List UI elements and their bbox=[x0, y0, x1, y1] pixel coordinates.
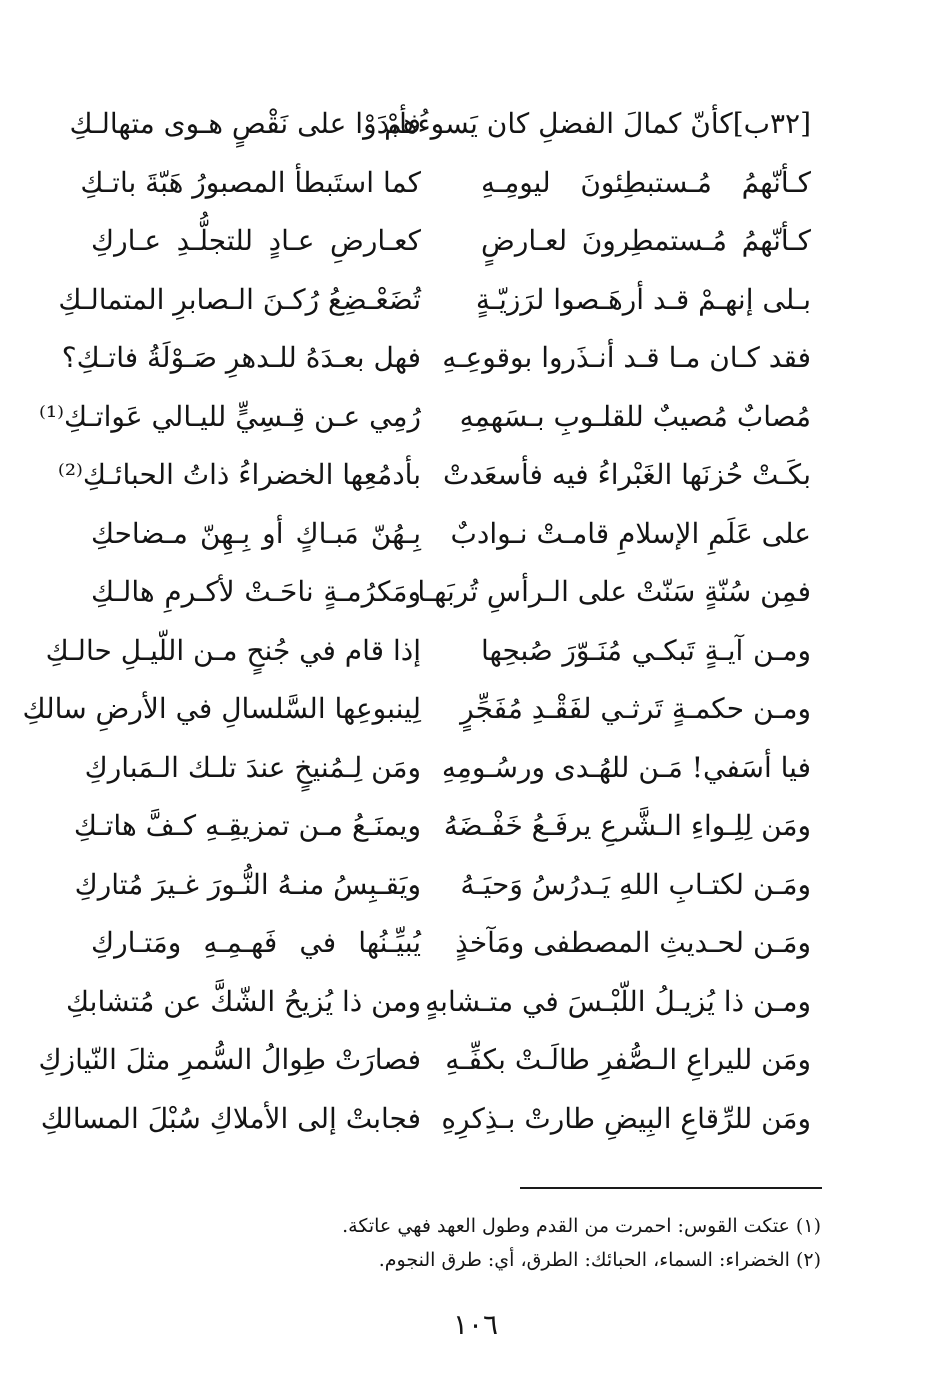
verse-first-hemistich: فقد كـان مـا قـد أنـذَروا بوقوعِـهِ bbox=[442, 341, 811, 374]
verse-first-hemistich: ومَـن لحـديثِ المصطفى ومَآخذٍ bbox=[455, 926, 811, 959]
verse-second-hemistich: كعـارضِ عـادٍ للتجلُّـدِ عـاركِ bbox=[91, 224, 421, 257]
verse-row bbox=[0, 212, 951, 271]
verse-second-hemistich: إذا قام في جُنحٍ مـن اللّيـلِ حالـكِ bbox=[45, 633, 421, 667]
verse-row bbox=[0, 973, 951, 1032]
verse-second-hemistich: فصارَتْ طِوالُ السُّمرِ مثلَ النّيازكِ bbox=[38, 1043, 421, 1076]
page-number: ١٠٦ bbox=[452, 1308, 499, 1341]
verse-second-hemistich: يُبيِّـنُها في فَهـمِـهِ ومَتـاركِ bbox=[91, 926, 421, 959]
verse-row bbox=[0, 680, 951, 739]
footnote-1: (١) عتكت القوس: احمرت من القدم وطول العهد فهي عاتكة. bbox=[342, 1215, 821, 1237]
verse-row bbox=[0, 856, 951, 915]
verse-second-hemistich: ومن ذا يُزيحُ الشّكَّ عن مُتشابكِ bbox=[66, 984, 421, 1018]
verse-first-hemistich: بكَـتْ حُزنَها الغَبْراءُ فيه فأسعَدتْ bbox=[443, 458, 811, 491]
verse-first-hemistich: ومـن آيـةٍ تَبكـي مُنَـوّرَ صُبحِها bbox=[481, 633, 811, 667]
verse-second-hemistich: ويَقـبِسُ منـهُ النُّـورَ غـيرَ مُتاركِ bbox=[74, 867, 421, 901]
verse-row bbox=[0, 563, 951, 622]
verse-second-hemistich: كما استَبطأ المصبورُ هَبّةَ باتـكِ bbox=[80, 165, 421, 199]
verse-second-hemistich: ويمنَـعُ مـن تمزيقِـهِ كـفَّ هاتـكِ bbox=[73, 809, 421, 842]
poem-verses bbox=[0, 95, 951, 1148]
verse-first-hemistich: كـأنّهمُ مُـستبطِئونَ ليومِـهِ bbox=[481, 165, 811, 199]
verse-first-hemistich: ومَن للرِّقاعِ البِيضِ طارتْ بـذِكرِهِ bbox=[441, 1101, 811, 1135]
verse-row bbox=[0, 797, 951, 856]
verse-first-hemistich: ومَن لِلِـواءِ الـشَّرعِ يرفَـعُ خَفْـضَهُ bbox=[443, 809, 811, 842]
verse-second-hemistich: رُمِي عـن قِـسِيٍّ لليـالي عَواتـكِ⁽¹⁾ bbox=[39, 399, 421, 433]
verse-first-hemistich: [٣٢ب]كأنّ كمالَ الفضلِ كان يَسوءُهمْ bbox=[384, 107, 811, 140]
verse-second-hemistich: ومَكرُمـةٍ ناحَـتْ لأكـرمِ هالـكِ bbox=[91, 575, 421, 608]
verse-first-hemistich: على عَلَمِ الإسلامِ قامـتْ نـوادبٌ bbox=[450, 516, 811, 550]
verse-row bbox=[0, 271, 951, 330]
verse-first-hemistich: ومـن ذا يُزيـلُ اللّبْـسَ في متـشابهٍ bbox=[425, 984, 811, 1018]
verse-row bbox=[0, 329, 951, 388]
verse-second-hemistich: بِـهُنّ مَبـاكٍ أو بِـهِنّ مـضاحكِ bbox=[91, 516, 421, 550]
footnote-separator bbox=[520, 1187, 822, 1189]
verse-first-hemistich: كـأنّهمُ مُـستمطِرونَ لعـارضٍ bbox=[481, 224, 811, 257]
verse-second-hemistich: ومَن لِـمُنيخٍ عندَ تلـك الـمَباركِ bbox=[84, 750, 421, 784]
verse-first-hemistich: فمِن سُنّةٍ سَنّتْ على الـرأسِ تُربَهـا bbox=[417, 575, 811, 608]
footnote-2: (٢) الخضراء: السماء، الحبائك: الطرق، أي: طرق النجوم. bbox=[378, 1249, 821, 1271]
verse-second-hemistich: فجابتْ إلى الأملاكِ سُبْلَ المسالكِ bbox=[40, 1101, 421, 1135]
verse-row bbox=[0, 505, 951, 564]
verse-row bbox=[0, 622, 951, 681]
verse-second-hemistich: بأدمُعِها الخضراءُ ذاتُ الحبائـكِ⁽²⁾ bbox=[57, 458, 421, 491]
verse-row bbox=[0, 388, 951, 447]
verse-row bbox=[0, 1031, 951, 1090]
verse-first-hemistich: فيا أسَفي! مَـن للهُـدى ورسُـومِهِ bbox=[441, 750, 811, 784]
verse-first-hemistich: ومَن لليراعِ الـصُّفرِ طالَـتْ بكفِّـهِ bbox=[445, 1043, 811, 1076]
verse-row bbox=[0, 154, 951, 213]
verse-first-hemistich: مُصابٌ مُصيبٌ للقلـوبِ بـسَهمِهِ bbox=[459, 399, 811, 433]
verse-row bbox=[0, 446, 951, 505]
verse-row bbox=[0, 914, 951, 973]
verse-row bbox=[0, 1090, 951, 1149]
verse-second-hemistich: فأبدَوْا على نَقْصٍ هـوى متهالـكِ bbox=[69, 107, 421, 140]
verse-row bbox=[0, 95, 951, 154]
verse-second-hemistich: تُضَعْـضِعُ رُكـنَ الـصابرِ المتمالـكِ bbox=[58, 282, 421, 316]
verse-second-hemistich: فهل بعـدَهُ للـدهرِ صَـوْلَةُ فاتـكِ؟ bbox=[61, 341, 421, 374]
footnotes bbox=[121, 1209, 821, 1277]
verse-first-hemistich: ومـن حكمـةٍ تَرثـي لفَقْـدِ مُفَجِّرٍ bbox=[460, 692, 811, 725]
verse-first-hemistich: ومَـن لكتـابِ اللهِ يَـدرُسُ وَحيَـهُ bbox=[460, 867, 811, 901]
verse-first-hemistich: بـلى إنهـمْ قـد أرهَـصوا لرَزيّـةٍ bbox=[475, 282, 811, 316]
verse-row bbox=[0, 739, 951, 798]
verse-second-hemistich: لِينبوعِها السَّلسالِ في الأرضِ سالكِ bbox=[22, 692, 421, 725]
